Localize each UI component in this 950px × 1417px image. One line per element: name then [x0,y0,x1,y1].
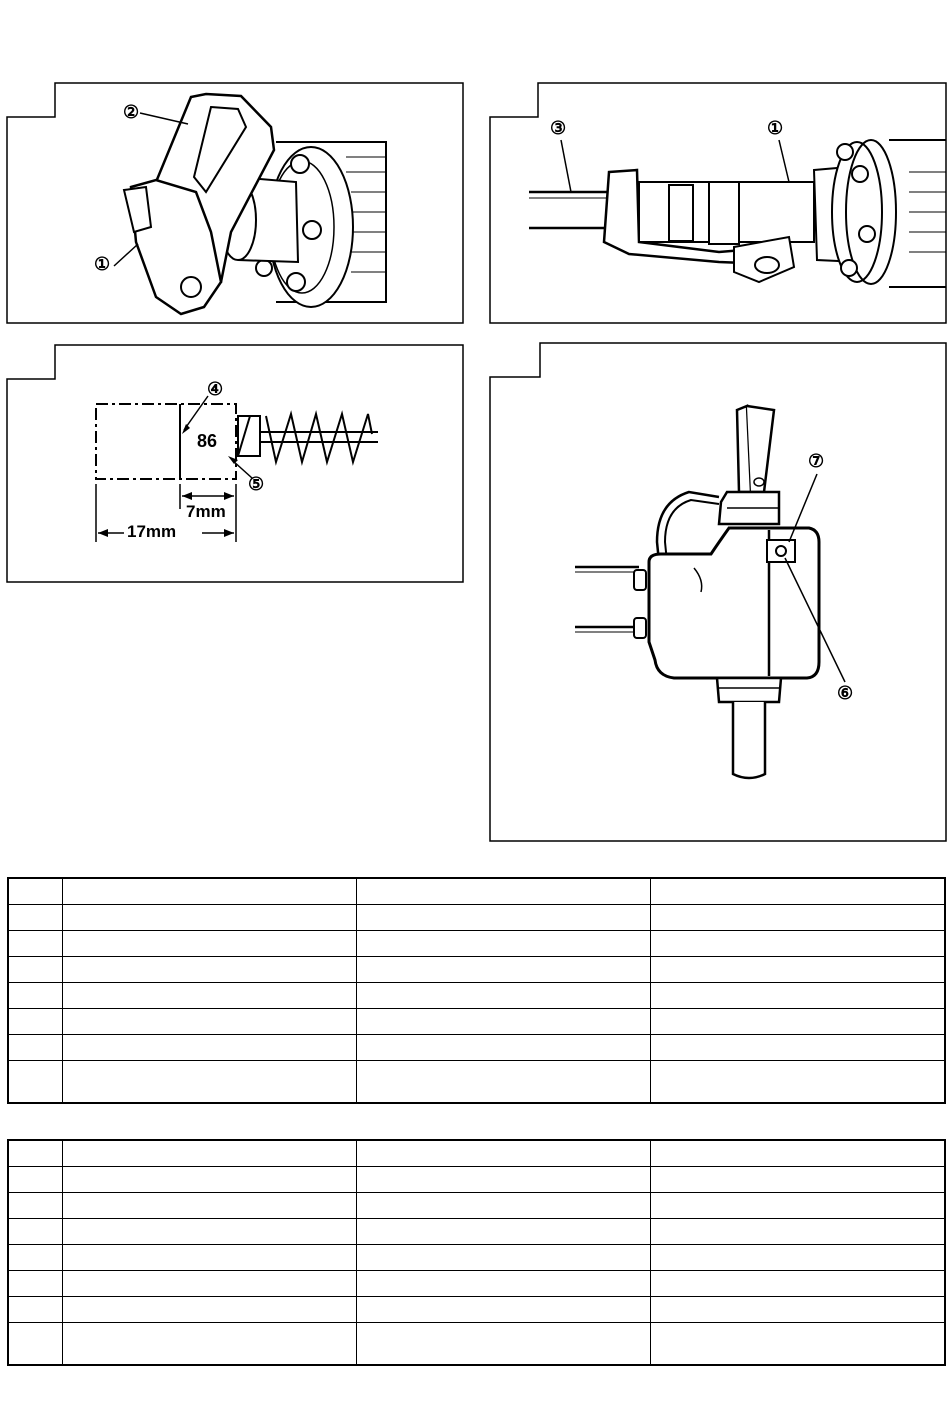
callout-7: ⑦ [808,451,825,471]
table-row [8,1009,945,1035]
figure-1 [6,82,465,325]
table-row [8,1245,945,1271]
table-1 [7,877,946,1104]
table-row [8,931,945,957]
table-row [8,1035,945,1061]
table-row [8,1271,945,1297]
callout-6: ⑥ [837,683,854,703]
figure-4-drawing [489,342,948,843]
table-row [8,957,945,983]
table-row [8,1297,945,1323]
dimension-7mm: 7mm [186,502,226,521]
callout-3: ③ [550,118,567,138]
callout-2: ② [123,102,140,122]
callout-5: ⑤ [248,474,265,494]
table-row [8,1167,945,1193]
callout-1: ① [767,118,784,138]
table-row [8,1193,945,1219]
figure-2 [489,82,948,325]
table-row [8,1323,945,1366]
figure-1-drawing [6,82,465,325]
callout-1: ① [94,254,111,274]
table-row [8,1219,945,1245]
figure-3-drawing [6,344,465,584]
figure-4 [489,342,948,843]
table-2 [7,1139,946,1366]
table-row [8,1140,945,1167]
dimension-17mm: 17mm [127,522,177,541]
figure-3 [6,344,465,584]
callout-4: ④ [207,379,224,399]
table-row [8,905,945,931]
value-86: 86 [197,431,218,451]
table-row [8,983,945,1009]
table-row [8,878,945,905]
table-row [8,1061,945,1104]
